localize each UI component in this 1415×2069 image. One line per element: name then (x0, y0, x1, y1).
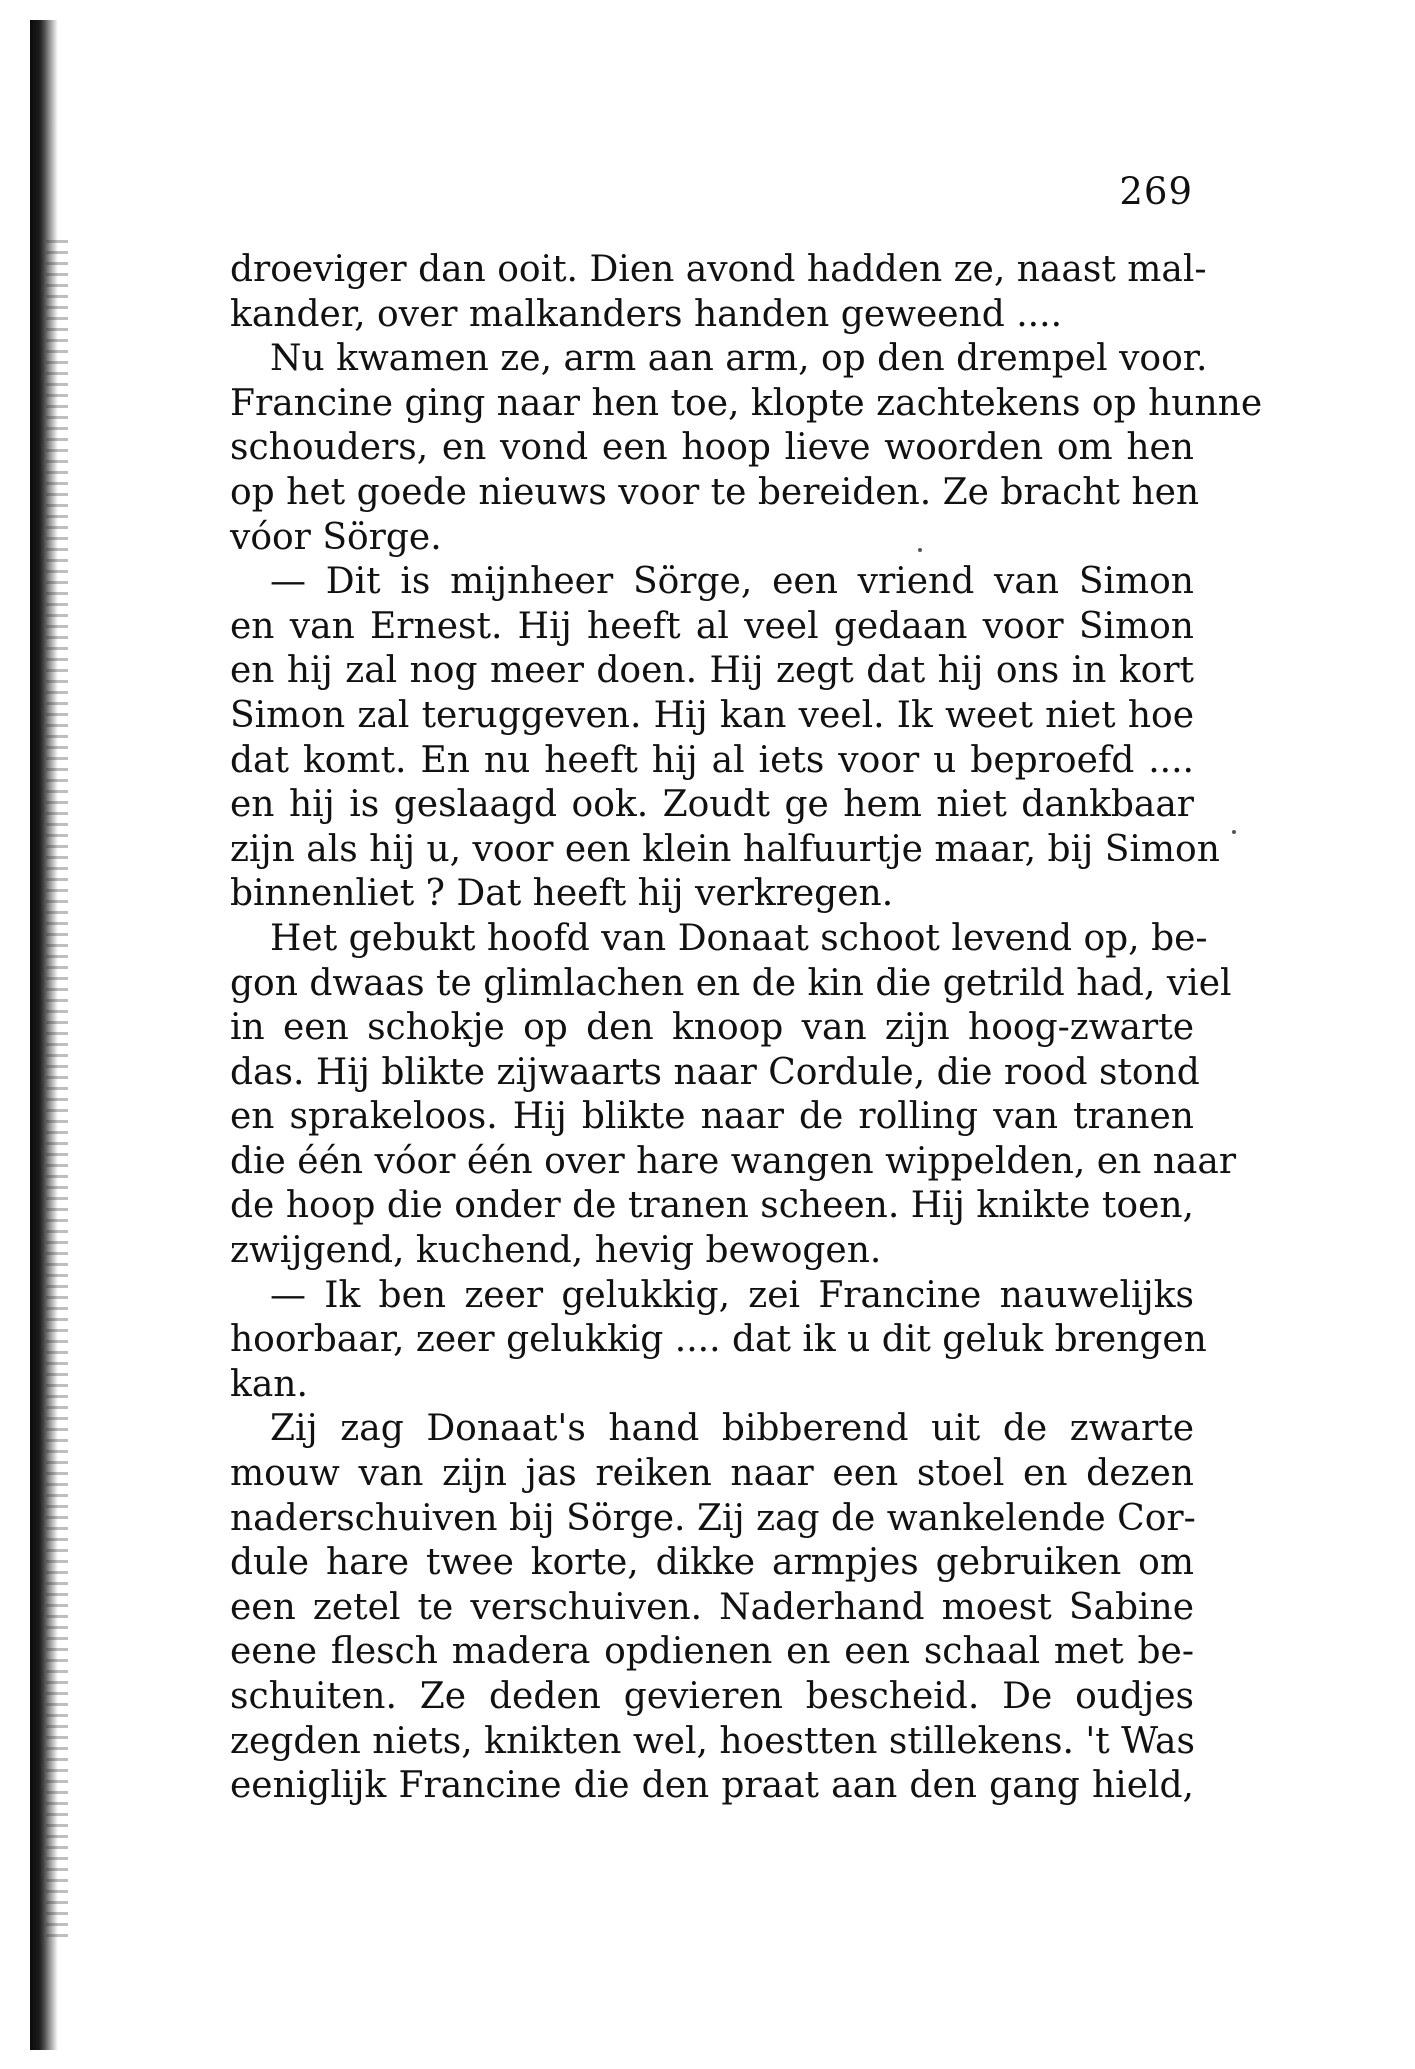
text-line: zwijgend, kuchend, hevig bewogen. (230, 1230, 882, 1272)
text-line: vóor Sörge. (230, 516, 442, 558)
text-line: een zetel te verschuiven. Naderhand moest Sabine (230, 1586, 1194, 1628)
text-line: Nu kwamen ze, arm aan arm, op den drempel voor. (270, 338, 1208, 380)
text-line: schuiten. Ze deden gevieren bescheid. De oudjes (230, 1676, 1194, 1717)
scan-speck (918, 548, 922, 552)
text-line: — Dit is mijnheer Sörge, een vriend van Simon (270, 561, 1194, 603)
page-number: 269 (1119, 170, 1193, 213)
text-line: eeniglijk Francine die den praat aan den gang hield, (230, 1765, 1194, 1807)
text-line: hoorbaar, zeer gelukkig .... dat ik u dit geluk brengen (230, 1319, 1207, 1361)
text-line: kan. (230, 1363, 308, 1405)
text-line: en sprakeloos. Hij blikte naar de rolling van tranen (230, 1096, 1194, 1138)
text-line: binnenliet ? Dat heeft hij verkregen. (230, 873, 894, 915)
text-line: in een schokje op den knoop van zijn hoog-zwarte (230, 1007, 1194, 1049)
text-line: eene flesch madera opdienen en een schaal met be- (230, 1631, 1194, 1673)
text-line: en hij is geslaagd ook. Zoudt ge hem niet dankbaar (230, 784, 1194, 826)
text-line: mouw van zijn jas reiken naar een stoel en dezen (230, 1453, 1194, 1495)
text-line: de hoop die onder de tranen scheen. Hij knikte toen, (230, 1185, 1194, 1227)
scan-speck (1232, 830, 1236, 834)
text-line: Zij zag Donaat's hand bibberend uit de zwarte (270, 1408, 1194, 1450)
text-line: dule hare twee korte, dikke armpjes gebruiken om (230, 1542, 1194, 1584)
text-line: zijn als hij u, voor een klein halfuurtje maar, bij Simon (230, 828, 1220, 870)
text-line: gon dwaas te glimlachen en de kin die getrild had, viel (230, 962, 1232, 1004)
text-line: — Ik ben zeer gelukkig, zei Francine nauwelijks (270, 1274, 1194, 1316)
text-line: Het gebukt hoofd van Donaat schoot levend op, be- (270, 917, 1208, 959)
text-line: naderschuiven bij Sörge. Zij zag de wankelende Cor- (230, 1497, 1196, 1539)
text-line: Simon zal teruggeven. Hij kan veel. Ik weet niet hoe (230, 694, 1194, 736)
body-text (230, 248, 1263, 1809)
text-line: das. Hij blikte zijwaarts naar Cordule, die rood stond (230, 1051, 1200, 1093)
text-line: Francine ging naar hen toe, klopte zachtekens op hunne (230, 382, 1263, 424)
text-line: op het goede nieuws voor te bereiden. Ze bracht hen (230, 471, 1200, 513)
text-line: schouders, en vond een hoop lieve woorden om hen (230, 427, 1194, 469)
text-line: droeviger dan ooit. Dien avond hadden ze, naast mal- (230, 249, 1207, 290)
text-line: zegden niets, knikten wel, hoestten stillekens. 't Was (230, 1720, 1195, 1762)
binding-edge-texture (46, 240, 68, 1940)
text-line: en hij zal nog meer doen. Hij zegt dat hij ons in kort (230, 650, 1194, 692)
text-line: die één vóor één over hare wangen wippelden, en naar (230, 1140, 1237, 1182)
text-line: kander, over malkanders handen geweend .... (230, 293, 1063, 335)
text-line: dat komt. En nu heeft hij al iets voor u beproefd .... (230, 739, 1194, 781)
text-line: en van Ernest. Hij heeft al veel gedaan voor Simon (230, 605, 1194, 647)
